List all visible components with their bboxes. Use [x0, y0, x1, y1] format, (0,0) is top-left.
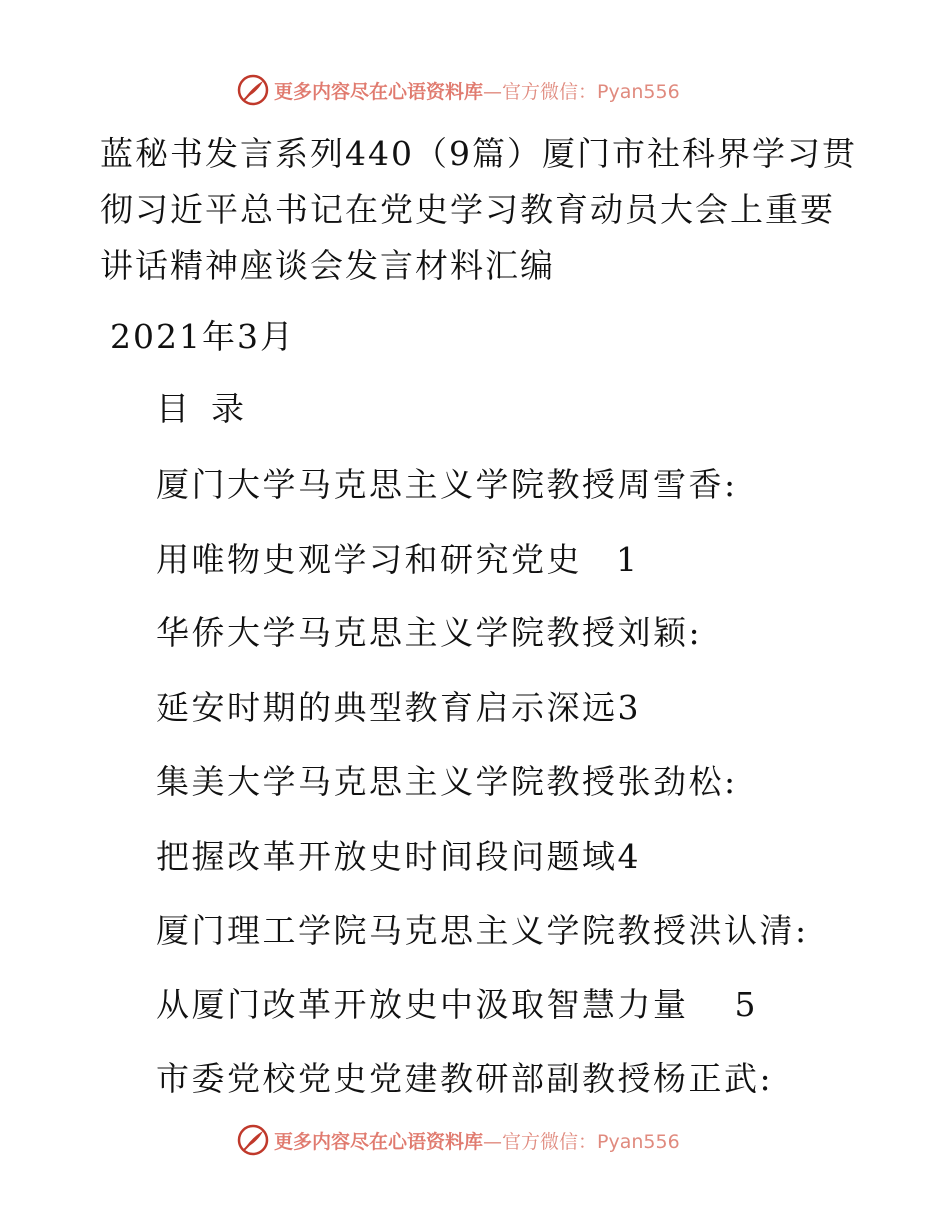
- toc-article-1: [156, 535, 640, 585]
- watermark-main-text: 更多内容尽在心语资料库: [274, 1130, 484, 1153]
- toc-page-number: 1: [616, 540, 640, 579]
- toc-article-title: 把握改革开放史时间段问题域: [156, 837, 618, 876]
- toc-author-5: 市委党校党史党建教研部副教授杨正武:: [156, 1059, 774, 1098]
- toc-page-number: 4: [617, 837, 641, 876]
- toc-author-4: 厦门理工学院马克思主义学院教授洪认清:: [156, 911, 809, 950]
- watermark-main-text: 更多内容尽在心语资料库: [274, 80, 484, 103]
- watermark-header: [236, 72, 680, 108]
- watermark-wechat-text: —官方微信：Pyan556: [483, 1130, 680, 1153]
- watermark-wechat-text: —官方微信：Pyan556: [483, 80, 680, 103]
- toc-page-number: 5: [734, 985, 758, 1024]
- toc-article-4: [156, 980, 758, 1030]
- document-date: 2021年3月: [110, 317, 295, 356]
- toc-article-title: 从厦门改革开放史中汲取智慧力量: [156, 985, 689, 1024]
- toc-heading-part-1: 目: [156, 389, 191, 428]
- feather-logo-icon: [236, 73, 270, 107]
- toc-heading-part-2: 录: [211, 389, 246, 428]
- feather-logo-icon: [236, 1123, 270, 1157]
- toc-author-1: 厦门大学马克思主义学院教授周雪香:: [156, 465, 738, 504]
- document-title: 蓝秘书发言系列440（9篇）厦门市社科界学习贯彻习近平总书记在党史学习教育动员大会上重要讲话精神座谈会发言材料汇编: [100, 134, 857, 285]
- toc-heading: [156, 384, 246, 434]
- toc-author-3: 集美大学马克思主义学院教授张劲松:: [156, 762, 738, 801]
- toc-article-title: 用唯物史观学习和研究党史: [156, 540, 582, 579]
- watermark-footer: [236, 1122, 680, 1158]
- toc-article-3: [156, 832, 641, 882]
- toc-article-title: 延安时期的典型教育启示深远: [156, 688, 618, 727]
- toc-author-2: 华侨大学马克思主义学院教授刘颖:: [156, 613, 703, 652]
- toc-article-2: [156, 683, 641, 733]
- toc-page-number: 3: [617, 688, 641, 727]
